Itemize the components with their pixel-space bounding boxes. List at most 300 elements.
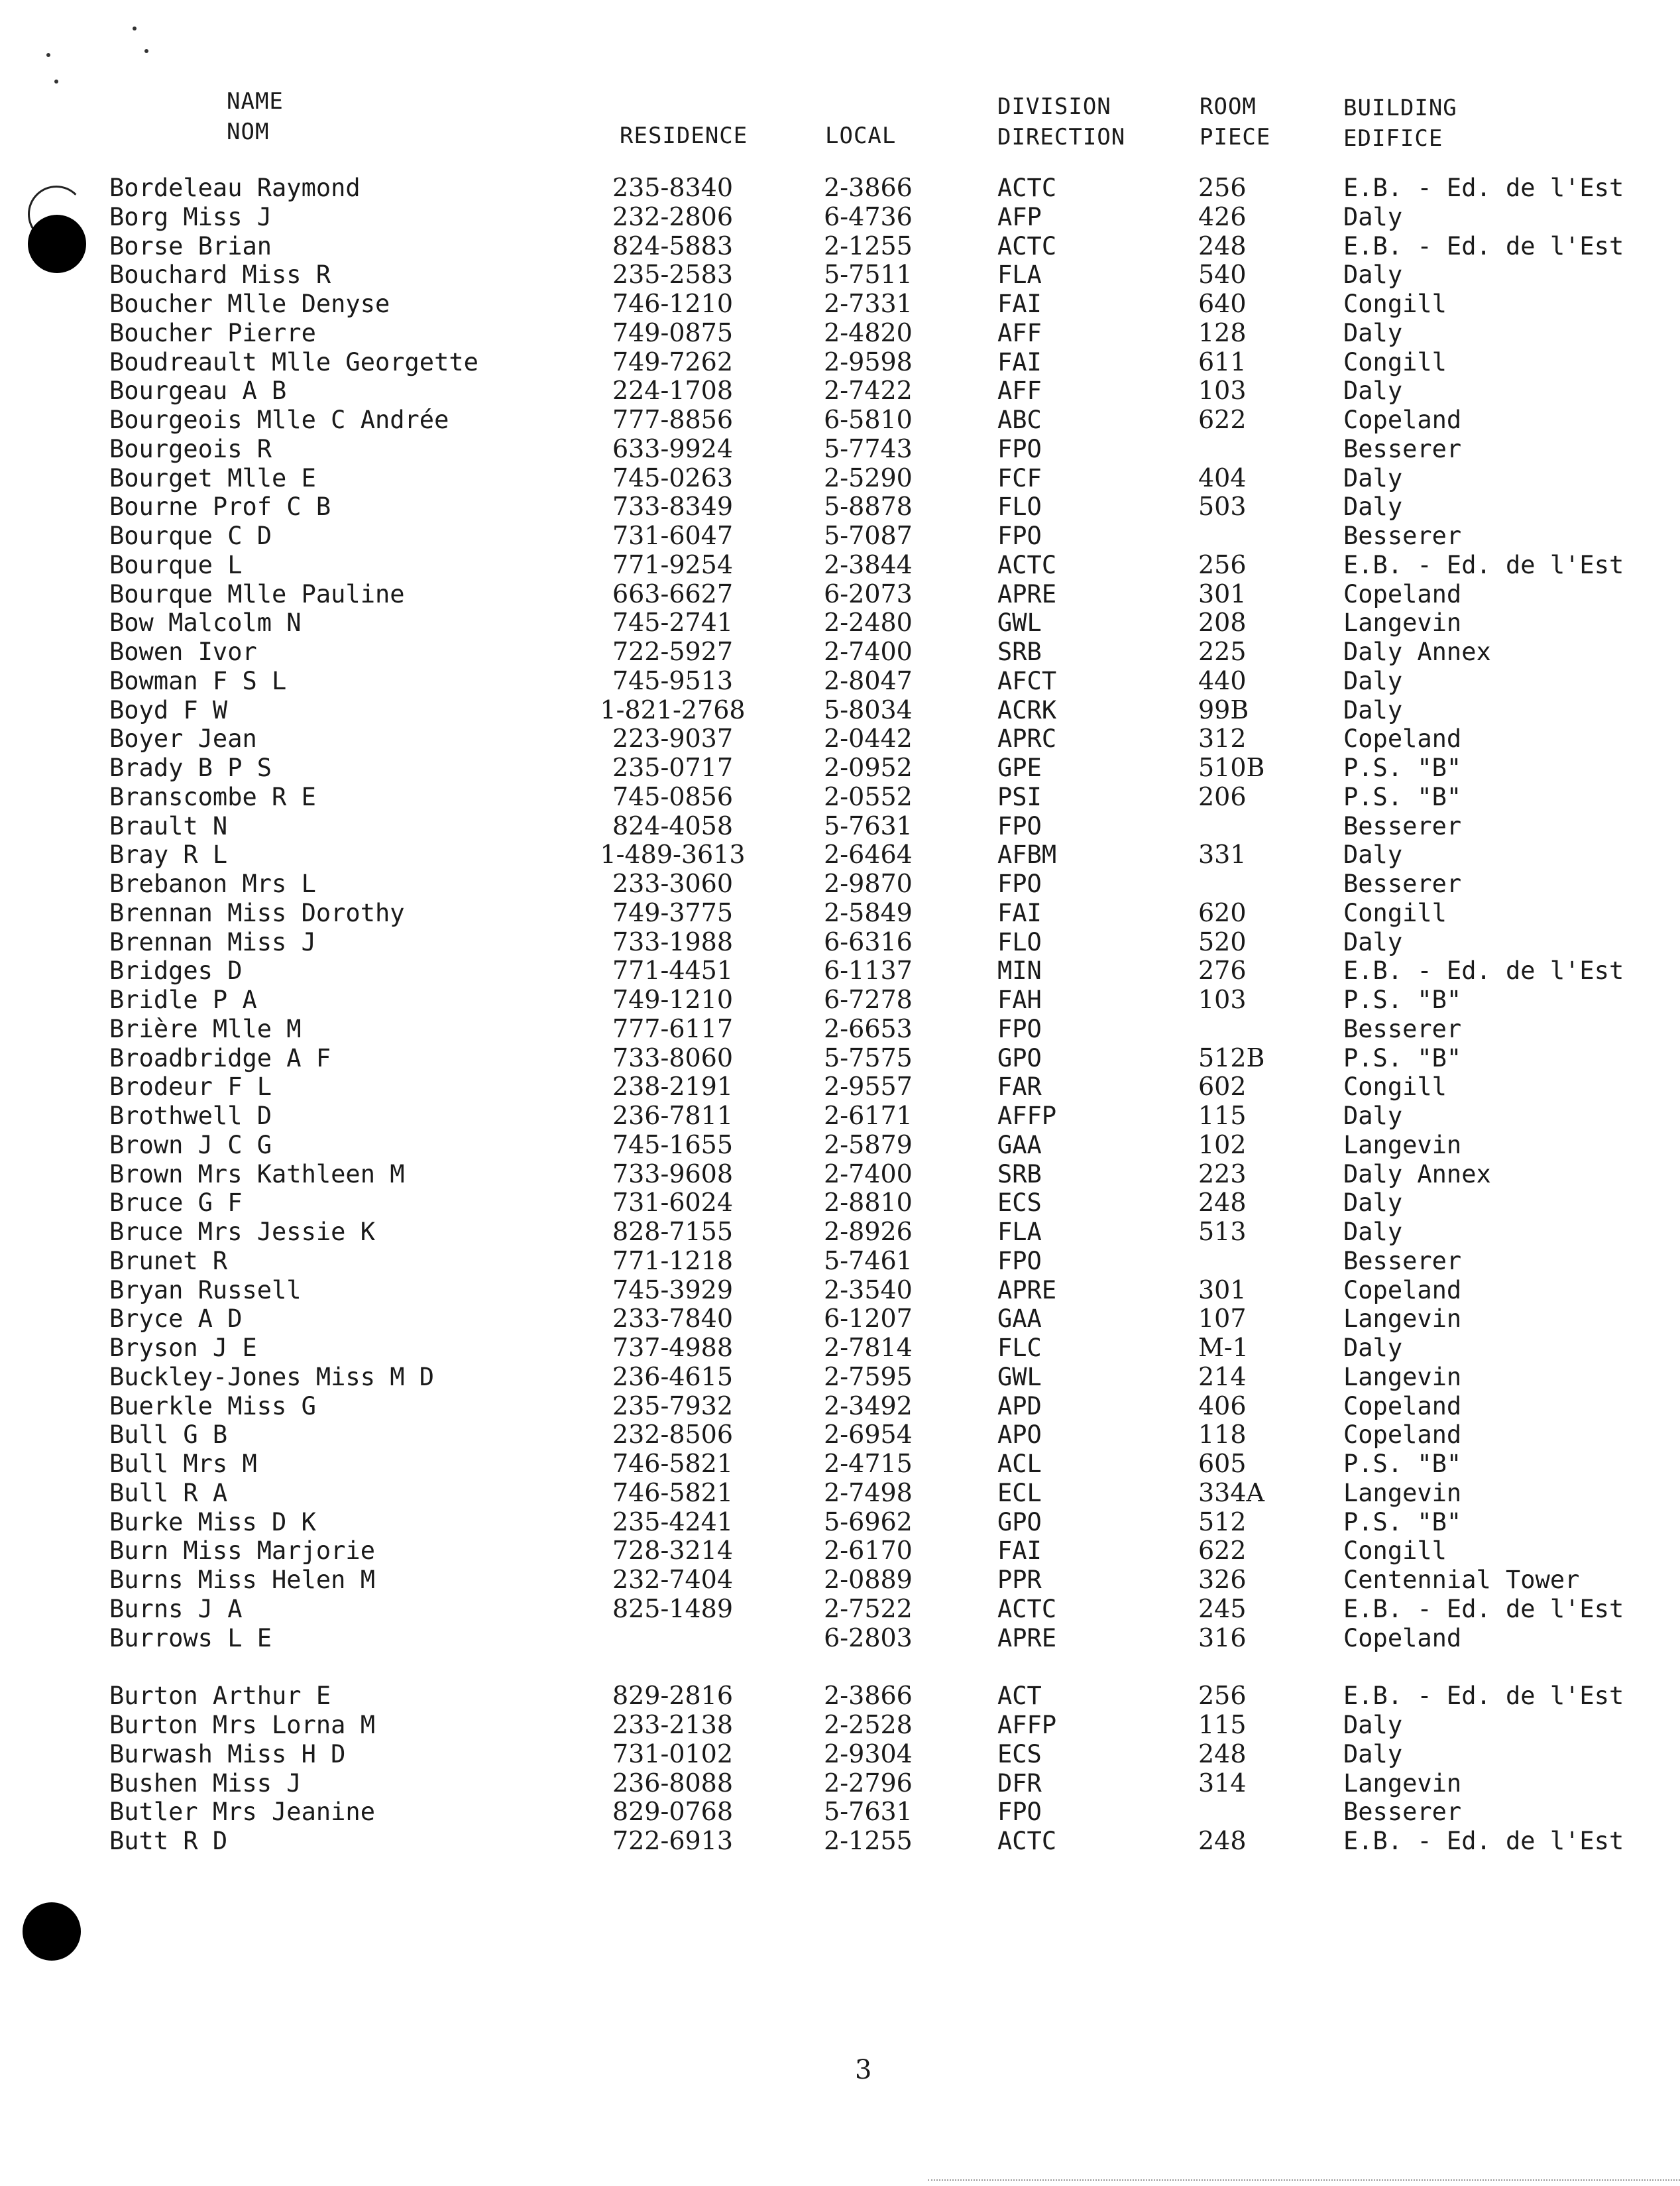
cell-name: Boucher Mlle Denyse [109, 290, 390, 318]
cell-room: 118 [1198, 1420, 1247, 1450]
cell-building: Langevin [1343, 1304, 1462, 1334]
cell-building: Besserer [1343, 434, 1462, 463]
cell-room: 331 [1198, 840, 1247, 870]
table-row [0, 1479, 1680, 1508]
table-row [0, 203, 1680, 232]
cell-name: Bull Mrs M [109, 1450, 257, 1478]
cell-division: FLA [997, 260, 1042, 290]
cell-room: 256 [1198, 549, 1247, 579]
cell-division: PPR [997, 1566, 1042, 1594]
table-row [0, 1247, 1680, 1276]
cell-local: 2-0442 [824, 724, 913, 754]
cell-room: 316 [1198, 1623, 1247, 1652]
cell-room: 99B [1198, 695, 1249, 724]
cell-residence: 829-2816 [612, 1681, 734, 1711]
cell-name: Brady B P S [109, 754, 272, 782]
cell-division: DFR [997, 1768, 1042, 1798]
table-row [0, 638, 1680, 667]
cell-local: 2-1255 [824, 231, 913, 260]
cell-name: Brown Mrs Kathleen M [109, 1159, 405, 1188]
table-row [0, 1102, 1680, 1131]
cell-room: 276 [1198, 956, 1247, 986]
cell-residence: 749-1210 [612, 985, 734, 1014]
cell-residence: 777-8856 [612, 405, 734, 434]
cell-local: 2-4820 [824, 317, 913, 347]
cell-name: Bouchard Miss R [109, 260, 331, 290]
cell-room: 208 [1198, 608, 1247, 638]
cell-residence: 749-0875 [612, 317, 734, 347]
cell-name: Burns J A [109, 1594, 243, 1623]
table-row [0, 1740, 1680, 1769]
header-building-fr: EDIFICE [1343, 125, 1443, 152]
cell-local: 6-2803 [824, 1623, 913, 1652]
cell-name: Bourne Prof C B [109, 492, 331, 522]
cell-room: 520 [1198, 927, 1247, 956]
cell-division: GWL [997, 608, 1042, 638]
cell-residence: 749-3775 [612, 897, 734, 927]
cell-division: APRE [997, 579, 1057, 608]
cell-room: 622 [1198, 1536, 1247, 1566]
table-row [0, 1798, 1680, 1827]
header-room-fr: PIECE [1200, 124, 1271, 150]
table-row [0, 608, 1680, 638]
cell-room: 128 [1198, 317, 1247, 347]
cell-division: AFFP [997, 1711, 1057, 1739]
cell-local: 5-6962 [824, 1507, 913, 1536]
cell-residence: 236-8088 [612, 1768, 734, 1798]
cell-name: Bridges D [109, 956, 243, 986]
cell-building: Congill [1343, 1072, 1447, 1102]
cell-name: Broadbridge A F [109, 1043, 331, 1072]
cell-building: E.B. - Ed. de l'Est [1343, 1682, 1624, 1711]
cell-local: 2-3492 [824, 1391, 913, 1420]
cell-building: Copeland [1343, 1391, 1462, 1420]
cell-division: GPE [997, 754, 1042, 782]
table-row [0, 551, 1680, 580]
table-row [0, 1827, 1680, 1856]
cell-local: 2-5879 [824, 1129, 913, 1159]
cell-division: FPO [997, 811, 1042, 840]
cell-building: E.B. - Ed. de l'Est [1343, 174, 1624, 202]
cell-building: Besserer [1343, 522, 1462, 550]
cell-division: FAR [997, 1072, 1042, 1102]
cell-name: Borse Brian [109, 231, 272, 260]
cell-building: Daly [1343, 202, 1403, 231]
cell-room: 426 [1198, 201, 1247, 231]
cell-name: Brennan Miss J [109, 927, 316, 956]
speck [54, 80, 58, 84]
cell-residence: 745-0263 [612, 463, 734, 492]
cell-name: Bow Malcolm N [109, 608, 302, 638]
cell-name: Bourque L [109, 550, 243, 579]
cell-building: E.B. - Ed. de l'Est [1343, 956, 1624, 986]
header-residence [620, 121, 748, 151]
cell-building: Daly [1343, 666, 1403, 695]
cell-local: 2-2480 [824, 608, 913, 638]
cell-room: 326 [1198, 1565, 1247, 1594]
cell-name: Bryson J E [109, 1334, 257, 1362]
table-row [0, 435, 1680, 464]
table-row [0, 1450, 1680, 1479]
cell-building: Daly [1343, 1188, 1403, 1218]
cell-local: 2-8047 [824, 665, 913, 695]
cell-local: 2-6464 [824, 840, 913, 870]
cell-name: Bryan Russell [109, 1275, 302, 1304]
cell-division: ACTC [997, 174, 1057, 202]
cell-building: Congill [1343, 1536, 1447, 1566]
cell-residence: 737-4988 [612, 1333, 734, 1362]
cell-local: 2-1255 [824, 1826, 913, 1855]
cell-room: M-1 [1198, 1333, 1249, 1362]
table-row [0, 840, 1680, 870]
cell-residence: 828-7155 [612, 1217, 734, 1246]
cell-room: 115 [1198, 1710, 1247, 1739]
cell-residence: 728-3214 [612, 1536, 734, 1566]
cell-local: 2-7400 [824, 637, 913, 666]
cell-building: Daly [1343, 927, 1403, 956]
cell-residence: 722-5927 [612, 637, 734, 666]
cell-residence: 731-6047 [612, 521, 734, 550]
cell-room: 248 [1198, 231, 1247, 260]
cell-name: Brothwell D [109, 1102, 272, 1130]
cell-room: 602 [1198, 1072, 1247, 1102]
header-local-label: LOCAL [825, 123, 897, 149]
cell-building: Copeland [1343, 1623, 1462, 1652]
cell-name: Bushen Miss J [109, 1768, 302, 1798]
header-name [227, 86, 284, 147]
cell-division: ACTC [997, 1827, 1057, 1855]
cell-name: Bourgeois R [109, 434, 272, 463]
cell-residence: 238-2191 [612, 1072, 734, 1102]
cell-local: 2-6653 [824, 1013, 913, 1043]
cell-building: E.B. - Ed. de l'Est [1343, 231, 1624, 260]
cell-name: Bourgeois Mlle C Andrée [109, 406, 449, 434]
cell-local: 2-7498 [824, 1477, 913, 1507]
cell-residence: 232-2806 [612, 201, 734, 231]
cell-room: 312 [1198, 724, 1247, 754]
cell-building: Centennial Tower [1343, 1566, 1580, 1594]
cell-residence: 733-1988 [612, 927, 734, 956]
cell-division: MIN [997, 956, 1042, 986]
cell-room: 256 [1198, 173, 1247, 202]
cell-name: Burn Miss Marjorie [109, 1536, 375, 1566]
speck [46, 53, 50, 57]
cell-building: Daly [1343, 1334, 1403, 1362]
cell-division: FAI [997, 290, 1042, 318]
cell-local: 5-7631 [824, 811, 913, 840]
cell-building: Daly [1343, 463, 1403, 492]
cell-room: 223 [1198, 1159, 1247, 1188]
cell-local: 2-0952 [824, 753, 913, 782]
cell-residence: 745-9513 [612, 665, 734, 695]
cell-residence: 746-5821 [612, 1477, 734, 1507]
table-row [0, 724, 1680, 754]
cell-division: AFF [997, 318, 1042, 347]
cell-room: 248 [1198, 1188, 1247, 1218]
table-row [0, 580, 1680, 609]
cell-division: SRB [997, 638, 1042, 666]
cell-name: Burton Arthur E [109, 1682, 331, 1711]
cell-division: ACTC [997, 231, 1057, 260]
table-row [0, 1131, 1680, 1160]
cell-local: 5-7631 [824, 1797, 913, 1827]
cell-name: Bourgeau A B [109, 376, 287, 406]
cell-room: 256 [1198, 1681, 1247, 1711]
table-row [0, 812, 1680, 841]
cell-building: E.B. - Ed. de l'Est [1343, 1594, 1624, 1623]
table-row [0, 376, 1680, 406]
cell-building: E.B. - Ed. de l'Est [1343, 550, 1624, 579]
cell-residence: 1-821-2768 [600, 695, 746, 724]
cell-name: Burke Miss D K [109, 1507, 316, 1536]
table-row [0, 1536, 1680, 1566]
cell-division: FCF [997, 463, 1042, 492]
header-building [1343, 93, 1457, 154]
cell-local: 2-3540 [824, 1275, 913, 1304]
table-row [0, 1420, 1680, 1450]
speck [144, 49, 148, 53]
cell-building: Copeland [1343, 724, 1462, 754]
cell-room: 248 [1198, 1739, 1247, 1768]
table-row [0, 1188, 1680, 1218]
cell-building: P.S. "B" [1343, 1507, 1462, 1536]
cell-name: Boyd F W [109, 695, 228, 724]
table-row [0, 1304, 1680, 1334]
cell-room: 107 [1198, 1304, 1247, 1334]
cell-building: P.S. "B" [1343, 986, 1462, 1014]
header-name-fr: NOM [227, 119, 270, 145]
cell-building: Besserer [1343, 811, 1462, 840]
cell-residence: 771-4451 [612, 956, 734, 986]
cell-building: P.S. "B" [1343, 754, 1462, 782]
table-row [0, 406, 1680, 435]
cell-residence: 731-6024 [612, 1188, 734, 1218]
table-row [0, 1218, 1680, 1247]
table-row [0, 522, 1680, 551]
cell-division: ABC [997, 406, 1042, 434]
table-row [0, 1624, 1680, 1653]
cell-building: Besserer [1343, 1246, 1462, 1275]
cell-division: FLA [997, 1218, 1042, 1246]
cell-division: APRE [997, 1623, 1057, 1652]
cell-name: Bull G B [109, 1420, 228, 1450]
table-row [0, 1072, 1680, 1102]
cell-name: Boucher Pierre [109, 318, 316, 347]
cell-residence: 749-7262 [612, 347, 734, 376]
cell-local: 2-0552 [824, 781, 913, 811]
table-row [0, 986, 1680, 1015]
cell-division: ACT [997, 1682, 1042, 1711]
table-row [0, 667, 1680, 696]
cell-building: Daly [1343, 1739, 1403, 1768]
cell-room: 513 [1198, 1217, 1247, 1246]
cell-division: FPO [997, 870, 1042, 898]
cell-building: Besserer [1343, 1014, 1462, 1043]
cell-local: 2-2796 [824, 1768, 913, 1798]
cell-residence: 235-2583 [612, 260, 734, 290]
cell-division: GAA [997, 1304, 1042, 1334]
cell-name: Boyer Jean [109, 724, 257, 754]
table-row [0, 348, 1680, 377]
cell-name: Bridle P A [109, 986, 257, 1014]
cell-division: FLC [997, 1334, 1042, 1362]
cell-name: Bowen Ivor [109, 638, 257, 666]
cell-division: ACTC [997, 1594, 1057, 1623]
table-row [0, 290, 1680, 319]
cell-name: Brière Mlle M [109, 1014, 302, 1043]
cell-name: Bordeleau Raymond [109, 174, 361, 202]
cell-residence: 224-1708 [612, 376, 734, 406]
table-row [0, 1508, 1680, 1537]
cell-local: 2-4715 [824, 1449, 913, 1478]
cell-name: Butler Mrs Jeanine [109, 1798, 375, 1827]
cell-division: FAI [997, 898, 1042, 927]
cell-division: APO [997, 1420, 1042, 1450]
cell-residence: 745-3929 [612, 1275, 734, 1304]
cell-building: Daly [1343, 260, 1403, 290]
cell-name: Bryce A D [109, 1304, 243, 1334]
cell-building: Langevin [1343, 608, 1462, 638]
cell-building: Congill [1343, 898, 1447, 927]
cell-residence: 777-6117 [612, 1013, 734, 1043]
cell-building: Langevin [1343, 1768, 1462, 1798]
cell-residence: 746-1210 [612, 289, 734, 318]
table-row [0, 870, 1680, 899]
cell-local: 6-1207 [824, 1304, 913, 1334]
table-row [0, 1334, 1680, 1363]
cell-name: Burrows L E [109, 1623, 272, 1652]
cell-room: 245 [1198, 1593, 1247, 1623]
cell-name: Bruce G F [109, 1188, 243, 1218]
table-row [0, 1711, 1680, 1740]
cell-residence: 232-8506 [612, 1420, 734, 1450]
cell-division: GAA [997, 1130, 1042, 1159]
cell-local: 6-2073 [824, 579, 913, 608]
directory-table [0, 174, 1680, 1856]
cell-local: 2-5849 [824, 897, 913, 927]
cell-room: 334A [1198, 1477, 1264, 1507]
cell-residence: 233-7840 [612, 1304, 734, 1334]
cell-division: ACRK [997, 695, 1057, 724]
cell-residence: 663-6627 [612, 579, 734, 608]
cell-division: FPO [997, 522, 1042, 550]
cell-local: 2-3866 [824, 1681, 913, 1711]
cell-division: ACTC [997, 550, 1057, 579]
cell-division: FLO [997, 927, 1042, 956]
table-row [0, 956, 1680, 986]
cell-residence: 235-8340 [612, 173, 734, 202]
cell-residence: 824-5883 [612, 231, 734, 260]
cell-building: E.B. - Ed. de l'Est [1343, 1827, 1624, 1855]
table-row [0, 1595, 1680, 1624]
cell-residence: 746-5821 [612, 1449, 734, 1478]
cell-building: Daly Annex [1343, 1159, 1491, 1188]
cell-building: Besserer [1343, 870, 1462, 898]
cell-residence: 1-489-3613 [600, 840, 746, 870]
cell-local: 2-7522 [824, 1593, 913, 1623]
cell-division: ACL [997, 1450, 1042, 1478]
cell-building: P.S. "B" [1343, 1043, 1462, 1072]
header-room-en: ROOM [1200, 93, 1257, 120]
cell-name: Burwash Miss H D [109, 1739, 346, 1768]
cell-room: 103 [1198, 376, 1247, 406]
table-row [0, 1566, 1680, 1595]
table-row [0, 174, 1680, 203]
cell-local: 5-7511 [824, 260, 913, 290]
table-row [0, 492, 1680, 522]
cell-name: Boudreault Mlle Georgette [109, 347, 478, 376]
cell-name: Brunet R [109, 1246, 228, 1275]
speck [133, 27, 137, 30]
cell-room: 206 [1198, 781, 1247, 811]
table-row [0, 1015, 1680, 1044]
cell-name: Butt R D [109, 1827, 228, 1855]
cell-room: 503 [1198, 492, 1247, 522]
cell-room: 225 [1198, 637, 1247, 666]
cell-room: 640 [1198, 289, 1247, 318]
cell-residence: 745-0856 [612, 781, 734, 811]
cell-residence: 223-9037 [612, 724, 734, 754]
header-division-fr: DIRECTION [997, 124, 1126, 150]
cell-local: 6-4736 [824, 201, 913, 231]
cell-residence: 745-1655 [612, 1129, 734, 1159]
table-row [0, 1392, 1680, 1421]
cell-residence: 233-3060 [612, 869, 734, 898]
cell-local: 2-3844 [824, 549, 913, 579]
cell-residence: 235-0717 [612, 753, 734, 782]
cell-division: SRB [997, 1159, 1042, 1188]
table-row [0, 1044, 1680, 1073]
cell-division: APD [997, 1391, 1042, 1420]
cell-room: 440 [1198, 665, 1247, 695]
table-row [0, 696, 1680, 725]
cell-name: Bray R L [109, 840, 228, 870]
table-row [0, 928, 1680, 957]
cell-division: FLO [997, 492, 1042, 522]
cell-residence: 829-0768 [612, 1797, 734, 1827]
cell-building: Daly [1343, 1711, 1403, 1739]
cell-local: 2-6170 [824, 1536, 913, 1566]
cell-name: Buerkle Miss G [109, 1391, 316, 1420]
cell-building: Daly Annex [1343, 638, 1491, 666]
cell-division: FPO [997, 434, 1042, 463]
cell-building: Langevin [1343, 1362, 1462, 1391]
cell-local: 5-8878 [824, 492, 913, 522]
cell-local: 2-3866 [824, 173, 913, 202]
table-row [0, 1276, 1680, 1305]
cell-local: 2-8926 [824, 1217, 913, 1246]
cell-division: FAI [997, 1536, 1042, 1566]
cell-building: Daly [1343, 376, 1403, 406]
cell-building: Daly [1343, 1102, 1403, 1130]
cell-residence: 825-1489 [612, 1593, 734, 1623]
cell-room: 611 [1198, 347, 1247, 376]
cell-local: 6-5810 [824, 405, 913, 434]
header-building-en: BUILDING [1343, 95, 1457, 121]
cell-division: APRC [997, 724, 1057, 754]
cell-local: 5-7743 [824, 433, 913, 463]
cell-building: Congill [1343, 290, 1447, 318]
cell-local: 6-7278 [824, 985, 913, 1014]
cell-division: FPO [997, 1014, 1042, 1043]
cell-division: AFF [997, 376, 1042, 406]
cell-name: Brault N [109, 811, 228, 840]
cell-building: Copeland [1343, 406, 1462, 434]
cell-room: 622 [1198, 405, 1247, 434]
cell-building: Congill [1343, 347, 1447, 376]
header-division [997, 91, 1125, 152]
cell-division: AFFP [997, 1102, 1057, 1130]
